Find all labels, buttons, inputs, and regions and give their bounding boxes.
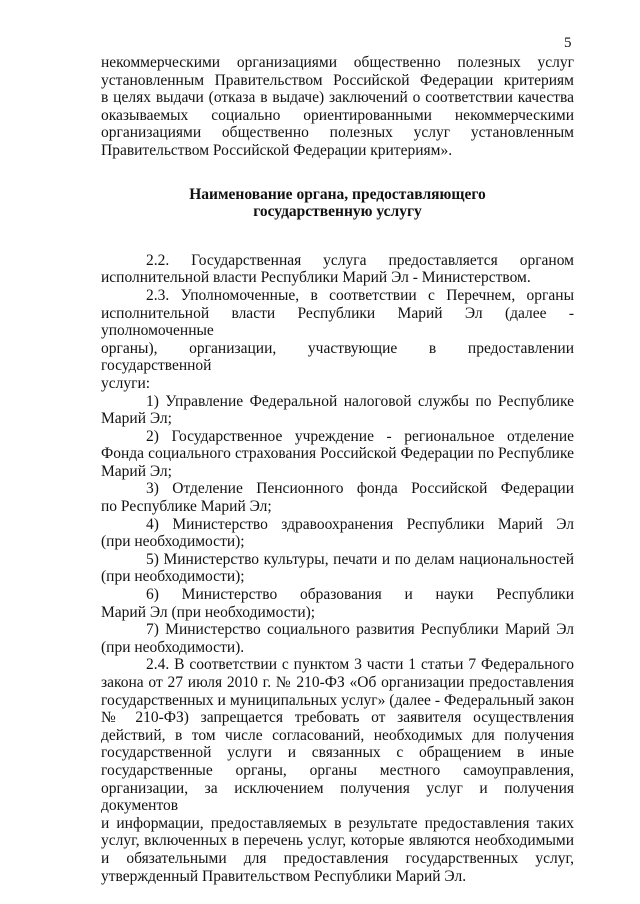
list-item-4: [101, 516, 574, 551]
list-item-7: [101, 621, 574, 656]
text-line: 7) Министерство социального развития Республики Марий Эл: [146, 621, 574, 639]
text-line: услуг, включенных в перечень услуг, которые являются необходимыми: [101, 832, 574, 850]
text-line: в целях выдачи (отказа в выдаче) заключений о соответствии качества: [101, 89, 574, 107]
text-line: Правительством Российской Федерации критериям».: [101, 141, 453, 159]
list-item-3: [101, 480, 574, 515]
text-line: исполнительной власти Республики Марий Эл - Министерством.: [101, 269, 531, 287]
text-line: действий, в том числе согласований, необходимых для получения: [101, 726, 574, 744]
text-line: организации, за исключением получения услуг и получения документов: [101, 779, 574, 815]
text-line: № 210-ФЗ) запрещается требовать от заявителя осуществления: [101, 709, 574, 727]
text-line: Фонда социального страхования Российской Федерации по Республике: [101, 445, 574, 463]
text-line: 2.2. Государственная услуга предоставляется органом: [146, 251, 574, 269]
text-line: и обязательными для предоставления государственных услуг,: [101, 849, 574, 867]
text-line: Марий Эл;: [101, 410, 172, 428]
text-line: государственных и муниципальных услуг» (далее - Федеральный закон: [101, 691, 574, 709]
paragraph-2-2: [101, 252, 574, 287]
text-line: 4) Министерство здравоохранения Республики Марий Эл: [146, 515, 574, 533]
text-line: Марий Эл;: [101, 462, 172, 480]
heading-line: Наименование органа, предоставляющего: [189, 185, 486, 203]
text-line: 6) Министерство образования и науки Республики: [146, 586, 574, 604]
text-line: некоммерческими организациями общественно полезных услуг: [101, 54, 574, 71]
heading-line: государственную услугу: [253, 203, 422, 221]
text-line: 3) Отделение Пенсионного фонда Российской Федерации: [146, 480, 574, 498]
list-item-6: [101, 586, 574, 621]
text-line: органы), организации, участвующие в предоставлении государственной: [101, 339, 574, 375]
list-item-5: [101, 551, 574, 586]
text-line: (при необходимости).: [101, 638, 245, 656]
text-line: оказываемых социально ориентированными некоммерческими: [101, 106, 574, 124]
text-line: Марий Эл (при необходимости);: [101, 603, 316, 621]
text-line: установленным Правительством Российской Федерации критериям: [101, 71, 574, 89]
text-line: 2) Государственное учреждение - региональное отделение: [146, 427, 574, 445]
text-line: 1) Управление Федеральной налоговой службы по Республике: [146, 392, 574, 410]
section-heading: [101, 186, 574, 221]
intro-paragraph: [101, 54, 574, 160]
text-line: (при необходимости);: [101, 533, 245, 551]
text-line: 5) Министерство культуры, печати и по делам национальностей: [146, 550, 574, 568]
text-line: 2.3. Уполномоченные, в соответствии с Перечнем, органы: [146, 286, 574, 304]
text-line: утвержденный Правительством Республики Марий Эл.: [101, 867, 467, 885]
text-line: закона от 27 июля 2010 г. № 210-ФЗ «Об организации предоставления: [101, 674, 574, 691]
text-line: по Республике Марий Эл;: [101, 498, 272, 516]
list-item-1: [101, 393, 574, 428]
document-body: [101, 54, 574, 885]
list-item-2: [101, 428, 574, 481]
text-line: государственные органы, органы местного самоуправления,: [101, 761, 574, 779]
text-line: государственной услуги и связанных с обращением в иные: [101, 744, 574, 762]
text-line: 2.4. В соответствии с пунктом 3 части 1 статьи 7 Федерального: [146, 656, 574, 674]
text-line: и информации, предоставляемых в результате предоставления таких: [101, 814, 574, 832]
paragraph-2-4: [101, 656, 574, 885]
paragraph-2-3: [101, 287, 574, 393]
text-line: услуги:: [101, 374, 151, 392]
page-number: 5: [564, 35, 572, 51]
text-line: (при необходимости);: [101, 568, 245, 586]
text-line: исполнительной власти Республики Марий Эл (далее - уполномоченные: [101, 304, 574, 340]
text-line: организациями общественно полезных услуг установленным: [101, 124, 574, 142]
